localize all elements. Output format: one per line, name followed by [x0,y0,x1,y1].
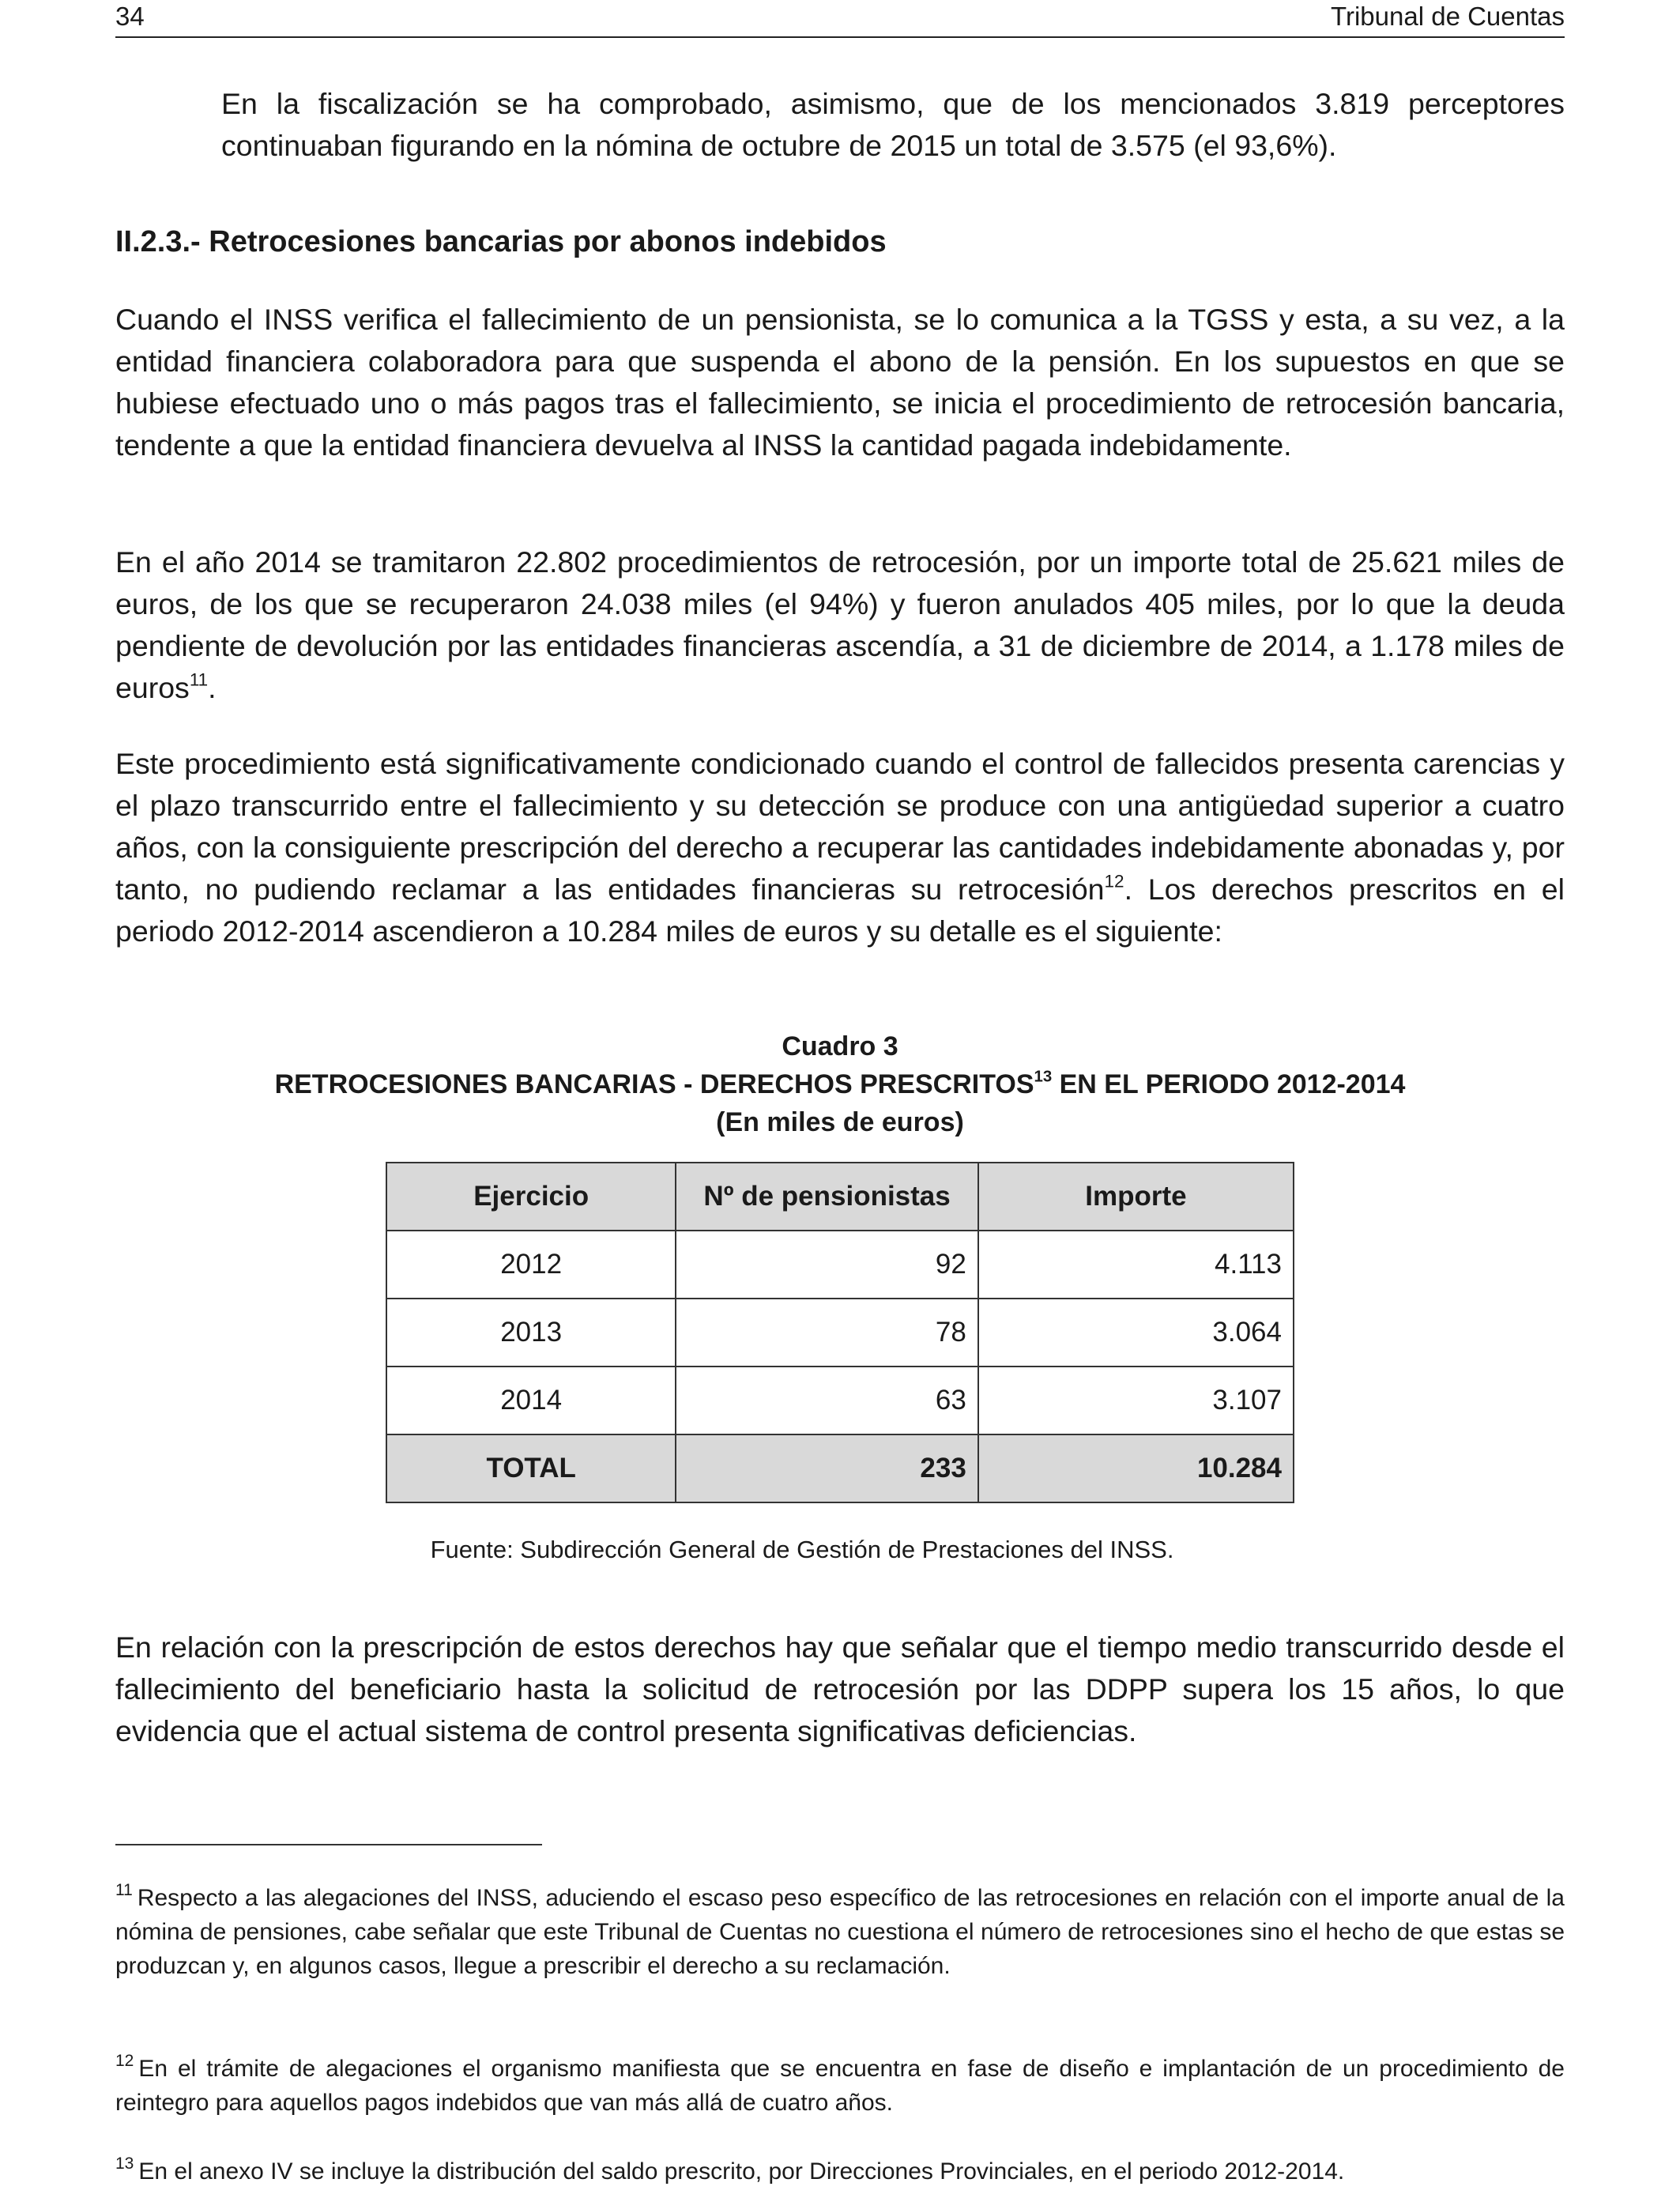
paragraph-prescription-text-b: . Los derechos prescritos en el periodo 2012-2014 ascendieron a 10.284 miles de euros y su detalle es el siguiente: [115,873,1565,948]
cell-importe: 4.113 [978,1231,1294,1299]
cell-ejercicio: 2012 [386,1231,676,1299]
table-row [386,1367,1294,1434]
cell-total-label: TOTAL [386,1434,676,1502]
column-header-ejercicio: Ejercicio [386,1163,676,1231]
table-caption-title-a: RETROCESIONES BANCARIAS - DERECHOS PRESCRITOS [274,1069,1034,1099]
footnote-13 [115,2154,1565,2188]
intro-paragraph: En la fiscalización se ha comprobado, asimismo, que de los mencionados 3.819 perceptores continuaban figurando en la nómina de octubre de 2015 un total de 3.575 (el 93,6%). [221,87,1565,162]
footnote-11 [115,1881,1565,1983]
footnote-ref-13[interactable]: 13 [1034,1068,1053,1086]
page-header [115,0,1565,38]
footnote-divider [115,1844,542,1845]
table-row [386,1299,1294,1367]
cell-total-importe: 10.284 [978,1434,1294,1502]
column-header-importe: Importe [978,1163,1294,1231]
table-header-row [386,1163,1294,1231]
paragraph-conclusion: En relación con la prescripción de estos derechos hay que señalar que el tiempo medio transcurrido desde el fallecimiento del beneficiario hasta la solicitud de retrocesión por las DDPP supera los 15 años, lo que evidencia que el actual sistema de control presenta significativas deficiencias. [115,1630,1565,1747]
footnote-ref-11[interactable]: 11 [189,669,209,690]
paragraph-prescription [115,743,1565,952]
footnote-number: 12 [115,2052,134,2071]
cell-total-pensionistas: 233 [676,1434,978,1502]
footnote-text: En el anexo IV se incluye la distribución del saldo prescrito, por Direcciones Provinciales, en el periodo 2012-2014. [138,2158,1345,2185]
cell-importe: 3.107 [978,1367,1294,1434]
table-source: Fuente: Subdirección General de Gestión de Prestaciones del INSS. [430,1536,1174,1563]
page-number: 34 [115,2,145,31]
cell-pensionistas: 63 [676,1367,978,1434]
paragraph-2014-end: . [208,671,217,704]
cell-ejercicio: 2014 [386,1367,676,1434]
section-heading: II.2.3.- Retrocesiones bancarias por abonos indebidos [115,225,887,258]
prescribed-rights-table [386,1162,1294,1503]
table-caption-units: (En miles de euros) [716,1107,964,1137]
footnote-number: 13 [115,2154,134,2173]
footnote-text: En el trámite de alegaciones el organismo manifiesta que se encuentra en fase de diseño e implantación de un procedimiento de reintegro para aquellos pagos indebidos que van más allá de cuatro años. [115,2056,1565,2116]
cell-pensionistas: 92 [676,1231,978,1299]
footnote-ref-12[interactable]: 12 [1104,871,1124,892]
paragraph-retrocesion-procedure: Cuando el INSS verifica el fallecimiento de un pensionista, se lo comunica a la TGSS y esta, a su vez, a la entidad financiera colaboradora para que suspenda el abono de la pensión. En los supuestos en que se hubiese efectuado uno o más pagos tras el fallecimiento, se inicia el procedimiento de retrocesión bancaria, tendente a que la entidad financiera devuelva al INSS la cantidad pagada indebidamente. [115,303,1565,462]
footnote-number: 11 [115,1881,133,1900]
table-caption-title-b: EN EL PERIODO 2012-2014 [1052,1069,1406,1099]
column-header-pensionistas: Nº de pensionistas [676,1163,978,1231]
footnote-text: Respecto a las alegaciones del INSS, aduciendo el escaso peso específico de las retrocesiones en relación con el importe anual de la nómina de pensiones, cabe señalar que este Tribunal de Cuentas no cuestiona el número de retrocesiones sino el hecho de que estas se produzcan y, en algunos casos, llegue a prescribir el derecho a su reclamación. [115,1885,1565,1979]
table-caption-number: Cuadro 3 [782,1031,898,1061]
paragraph-2014-figures [115,541,1565,709]
table-total-row [386,1434,1294,1502]
cell-importe: 3.064 [978,1299,1294,1367]
cell-ejercicio: 2013 [386,1299,676,1367]
paragraph-2014-text: En el año 2014 se tramitaron 22.802 procedimientos de retrocesión, por un importe total de 25.621 miles de euros, de los que se recuperaron 24.038 miles (el 94%) y fueron anulados 405 miles, por lo que la deuda pendiente de devolución por las entidades financieras ascendía, a 31 de diciembre de 2014, a 1.178 miles de euros [115,545,1565,704]
table-caption-title [115,1065,1565,1103]
footnote-12 [115,2052,1565,2120]
table-row [386,1231,1294,1299]
cell-pensionistas: 78 [676,1299,978,1367]
paragraph-prescription-text-a: Este procedimiento está significativamente condicionado cuando el control de fallecidos presenta carencias y el plazo transcurrido entre el fallecimiento y su detección se produce con una antigüedad superior a cuatro años, con la consiguiente prescripción del derecho a recuperar las cantidades indebidamente abonadas y, por tanto, no pudiendo reclamar a las entidades financieras su retrocesión [115,747,1565,906]
header-title: Tribunal de Cuentas [1331,2,1565,31]
